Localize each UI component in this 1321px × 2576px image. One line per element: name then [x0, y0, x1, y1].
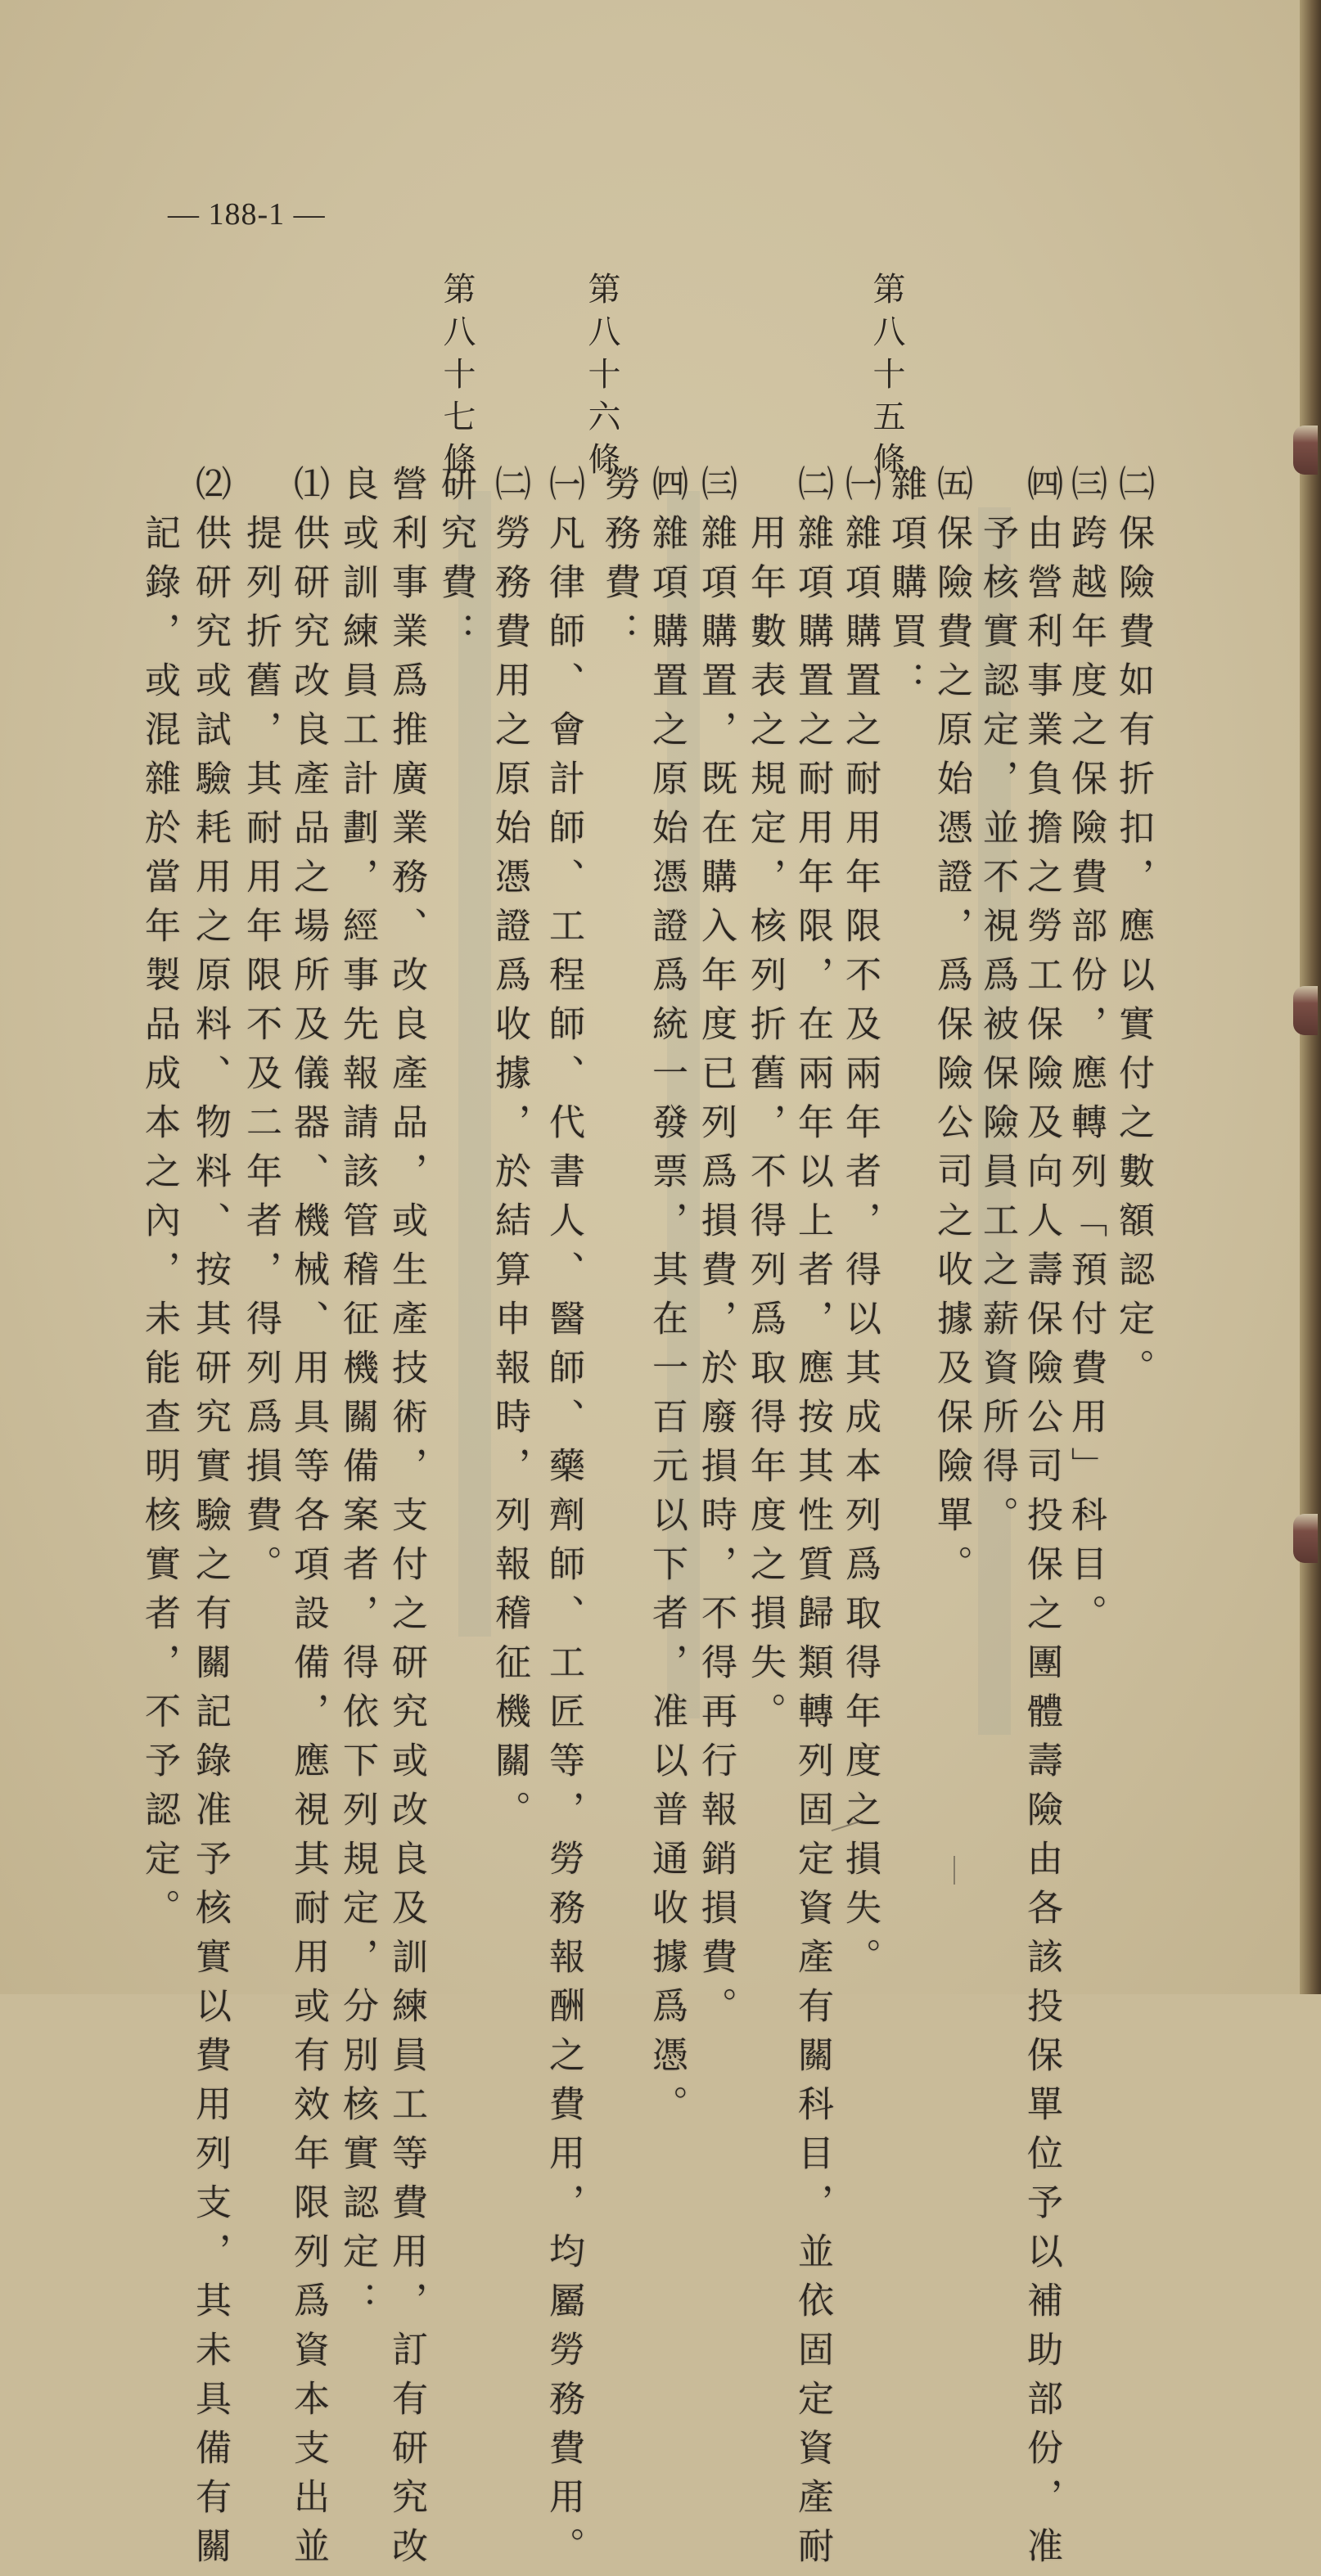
text-column: 提列折舊，其耐用年限不及二年者，得列爲損費。 [240, 514, 282, 1594]
text-column: ㈡勞務費用之原始憑證爲收據，於結算申報時，列報稽征機關。 [489, 465, 530, 1840]
text-column: 良或訓練員工計劃，經事先報請該管稽征機關備案者，得依下列規定，分別核實認定： [336, 465, 378, 2331]
text-column: ㈢雜項購置，既在購入年度已列爲損費，於廢損時，不得再行報銷損費。 [695, 465, 737, 2036]
text-column: 記錄，或混雜於當年製品成本之內，未能查明核實者，不予認定。 [138, 514, 180, 1938]
text-column: 研究費： [435, 465, 476, 661]
bleed-through-shadow [458, 491, 491, 1637]
pencil-mark [954, 1856, 955, 1885]
text-column: ⑴供研究改良產品之場所及儀器、機械、用具等各項設備，應視其耐用或有效年限列爲資本支出並 [287, 465, 329, 2576]
text-column: ㈣由營利事業負擔之勞工保險及向人壽保險公司投保之團體壽險由各該投保單位予以補助部份，准 [1021, 465, 1062, 2576]
text-column: 雜項購買： [885, 465, 927, 710]
page-number: — 188-1 — [168, 197, 326, 232]
binding-hole [1293, 986, 1318, 1035]
text-column: ㈢跨越年度之保險費部份，應轉列「預付費用」科目。 [1065, 465, 1107, 1643]
text-column: 營利事業爲推廣業務、改良產品，或生產技術，支付之研究或改良及訓練員工等費用，訂有研究改 [385, 465, 427, 2576]
text-column: 予核實認定，並不視爲被保險員工之薪資所得。 [976, 514, 1018, 1545]
binding-hole [1293, 426, 1318, 475]
article-heading-87: 第八十七條 [438, 272, 476, 484]
text-column: 勞務費： [598, 465, 640, 661]
text-column: 用年數表之規定，核列折舊，不得列爲取得年度之損失。 [744, 514, 786, 1741]
text-column: ㈠凡律師、會計師、工程師、代書人、醫師、藥劑師、工匠等，勞務報酬之費用，均屬勞務費用。 [543, 465, 584, 2576]
text-column: ㈡雜項購置之耐用年限，在兩年以上者，應按其性質歸類轉列固定資產有關科目，並依固定資產耐 [791, 465, 833, 2576]
text-column: ㈠雜項購置之耐用年限不及兩年者，得以其成本列爲取得年度之損失。 [839, 465, 881, 1987]
article-heading-86: 第八十六條 [583, 272, 620, 484]
text-column: ㈡保險費如有折扣，應以實付之數額認定。 [1112, 465, 1154, 1398]
binding-hole [1293, 1514, 1318, 1563]
text-column: ⑵供研究或試驗耗用之原料、物料、按其研究實驗之有關記錄准予核實以費用列支，其未具備有關 [189, 465, 231, 2576]
text-column: ㈣雜項購置之原始憑證爲統一發票，其在一百元以下者，准以普通收據爲憑。 [646, 465, 688, 2134]
article-heading-85: 第八十五條 [868, 272, 905, 484]
text-column: ㈤保險費之原始憑證，爲保險公司之收據及保險單。 [931, 465, 972, 1594]
